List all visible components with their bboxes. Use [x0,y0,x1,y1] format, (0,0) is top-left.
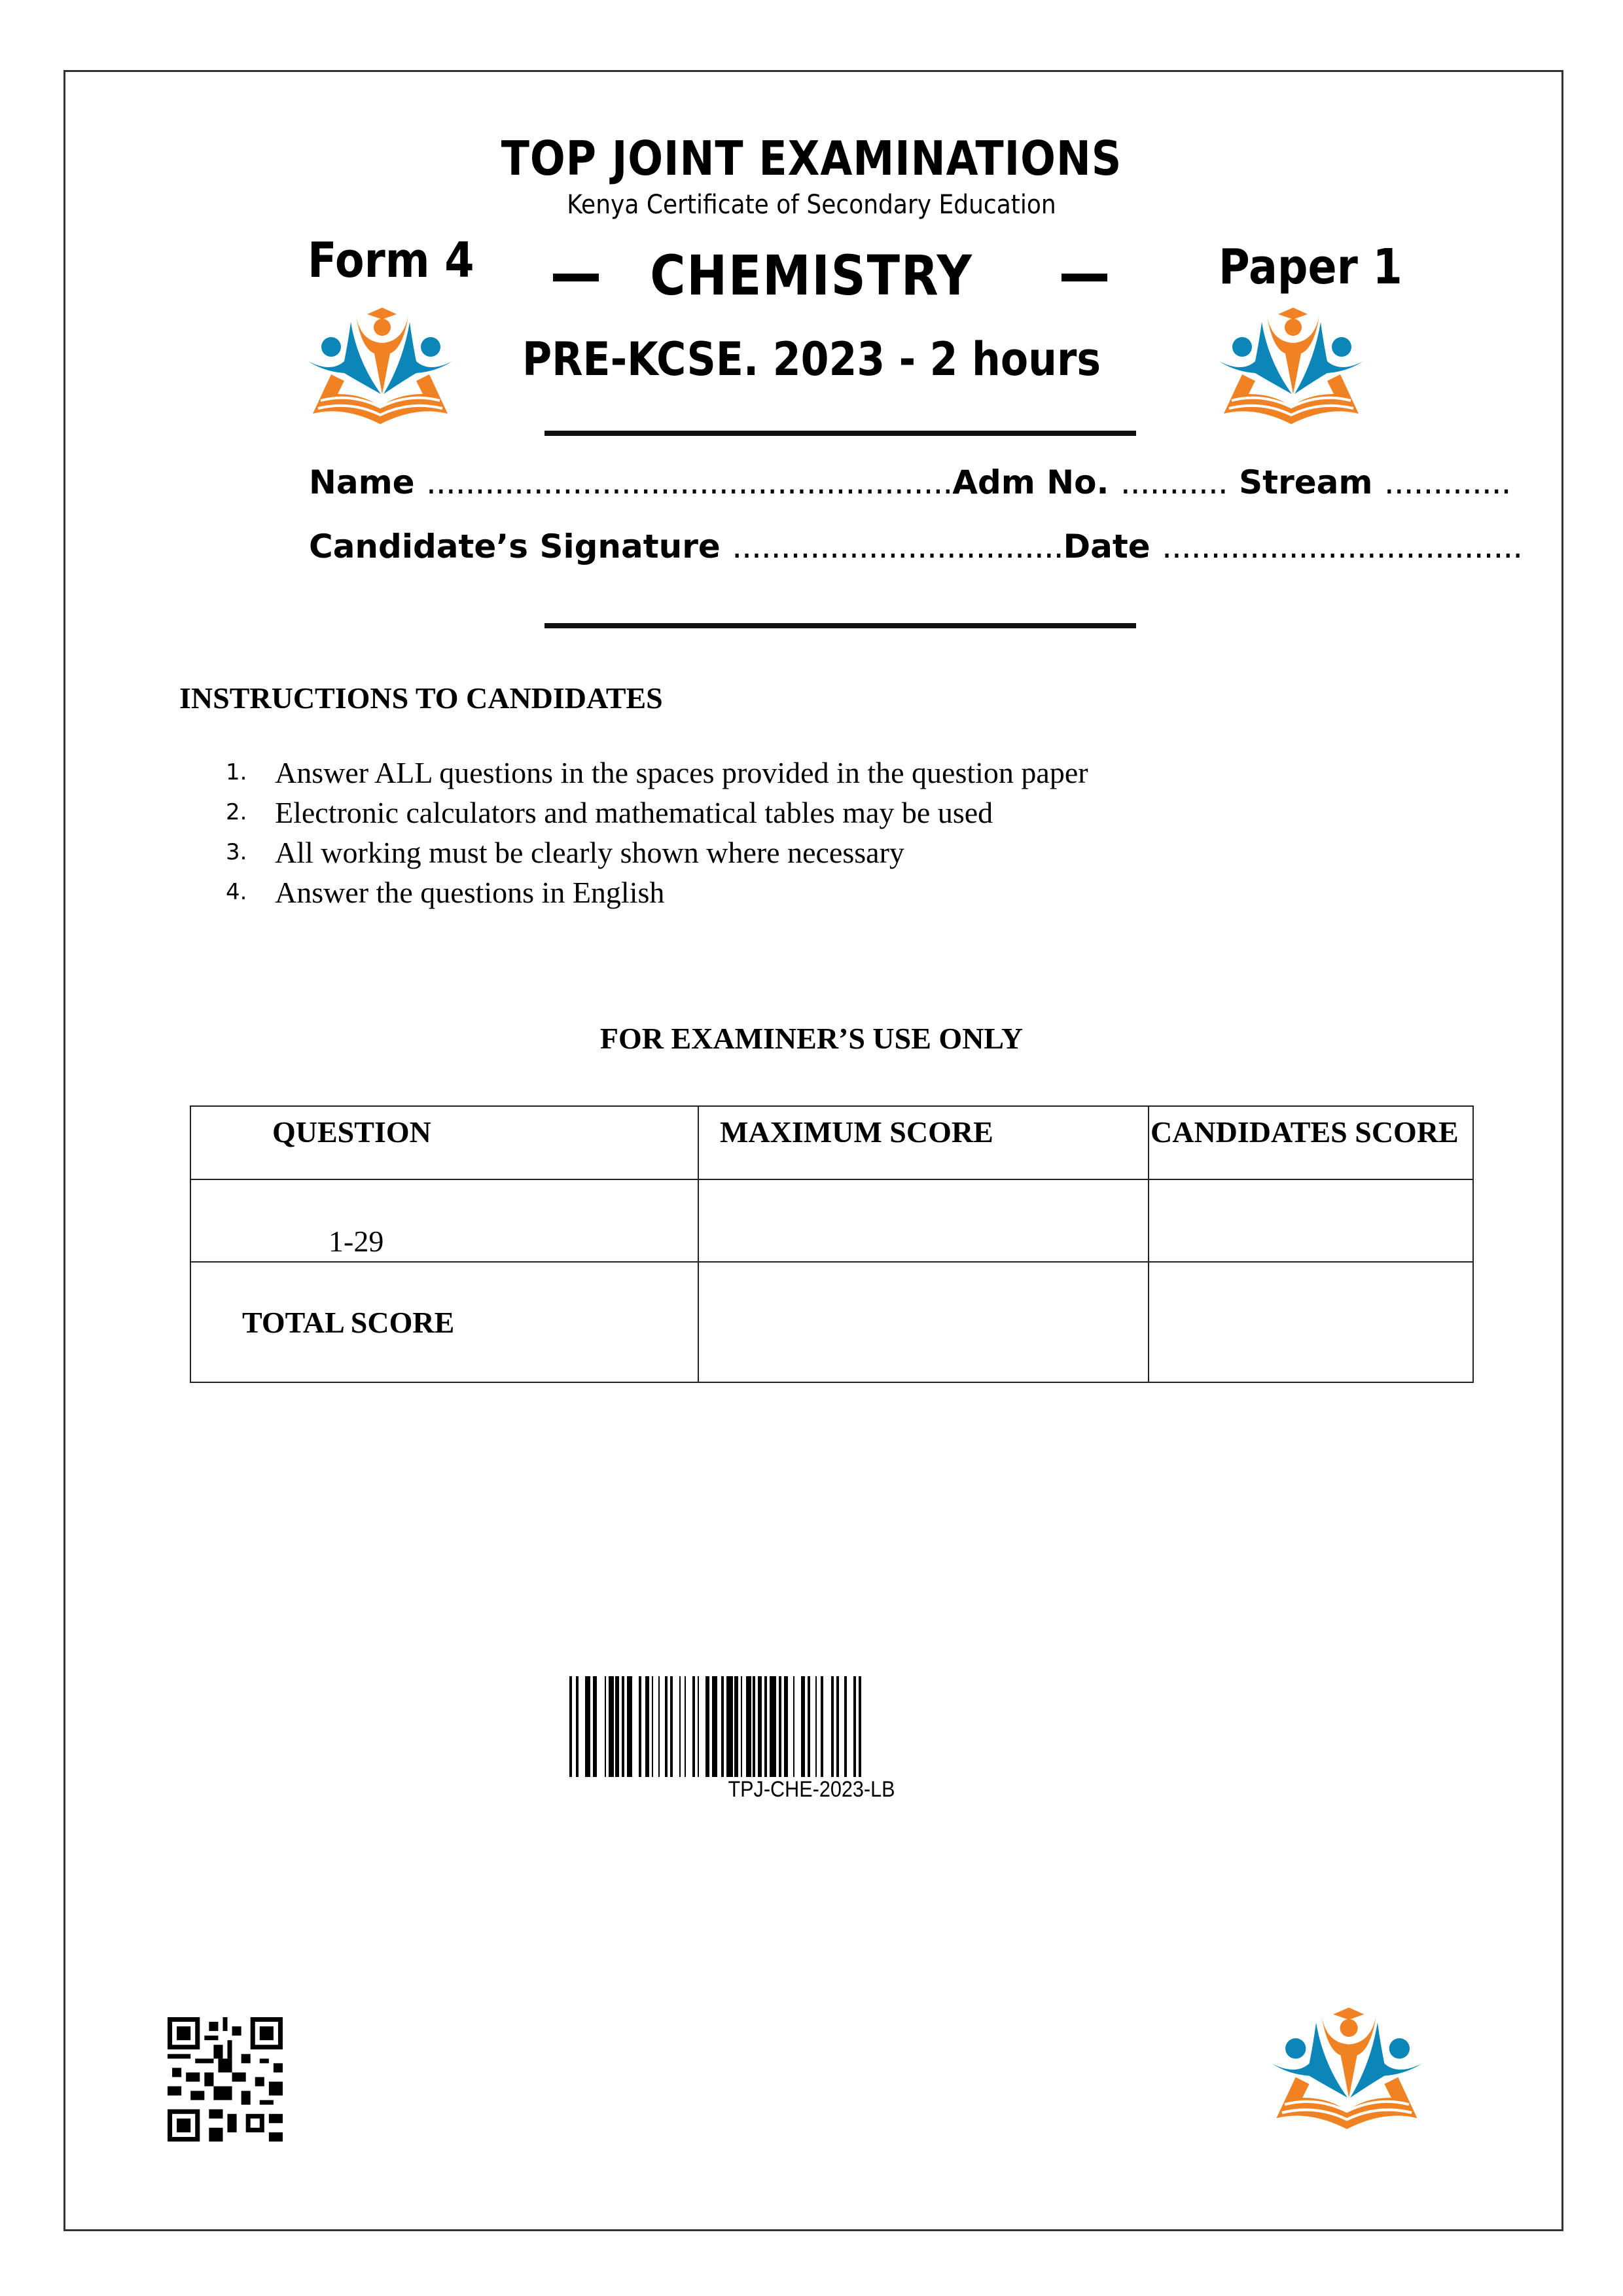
candidate-fields-row-2 [309,528,1523,565]
max-score-cell[interactable] [698,1262,1149,1382]
instruction-item: 2. Electronic calculators and mathematical tables may be used [226,796,993,829]
max-score-cell[interactable] [698,1179,1149,1262]
question-range: 1-29 [190,1179,698,1262]
candidate-fields-row-1 [309,463,1511,501]
candidate-score-cell[interactable] [1149,1179,1473,1262]
examiner-heading: FOR EXAMINER’S USE ONLY [599,1022,1024,1055]
signature-field[interactable]: Candidate’s Signature .................................. [309,528,1063,565]
dash-right [1061,274,1107,281]
paper-number: Paper 1 [1219,239,1402,295]
score-table [190,1105,1474,1383]
instructions-list [226,753,1088,912]
table-row [190,1179,1473,1262]
barcode-code: TPJ-CHE-2023-LB [728,1777,895,1802]
column-header: CANDIDATES SCORE [1149,1106,1473,1179]
column-header: QUESTION [190,1106,698,1179]
exam-body-title: TOP JOINT EXAMINATIONS [501,131,1122,186]
instruction-item: 4. Answer the questions in English [226,876,665,909]
barcode-icon [569,1676,1054,1777]
name-field[interactable]: Name ...................................................... [309,463,953,501]
form-level: Form 4 [308,232,474,289]
instruction-item: 3. All working must be clearly shown where necessary [226,836,904,869]
column-header: MAXIMUM SCORE [698,1106,1149,1179]
exam-session: PRE-KCSE. 2023 - 2 hours [522,332,1101,386]
adm-no-field[interactable]: Adm No. ........... [952,463,1228,501]
instructions-heading: INSTRUCTIONS TO CANDIDATES [179,681,663,715]
qr-code-icon [168,2017,283,2142]
table-row [190,1262,1473,1382]
total-score-label: TOTAL SCORE [190,1262,698,1382]
logo-icon [1268,2001,1425,2132]
subject-title: CHEMISTRY [650,243,973,308]
instruction-item: 1. Answer ALL questions in the spaces provided in the question paper [226,756,1088,789]
date-field[interactable]: Date ..................................... [1063,528,1523,565]
divider [544,431,1136,436]
candidate-score-cell[interactable] [1149,1262,1473,1382]
divider [544,623,1136,628]
table-header-row [190,1106,1473,1179]
certificate-subtitle: Kenya Certificate of Secondary Education [567,190,1056,220]
stream-field[interactable]: Stream ............. [1239,463,1511,501]
